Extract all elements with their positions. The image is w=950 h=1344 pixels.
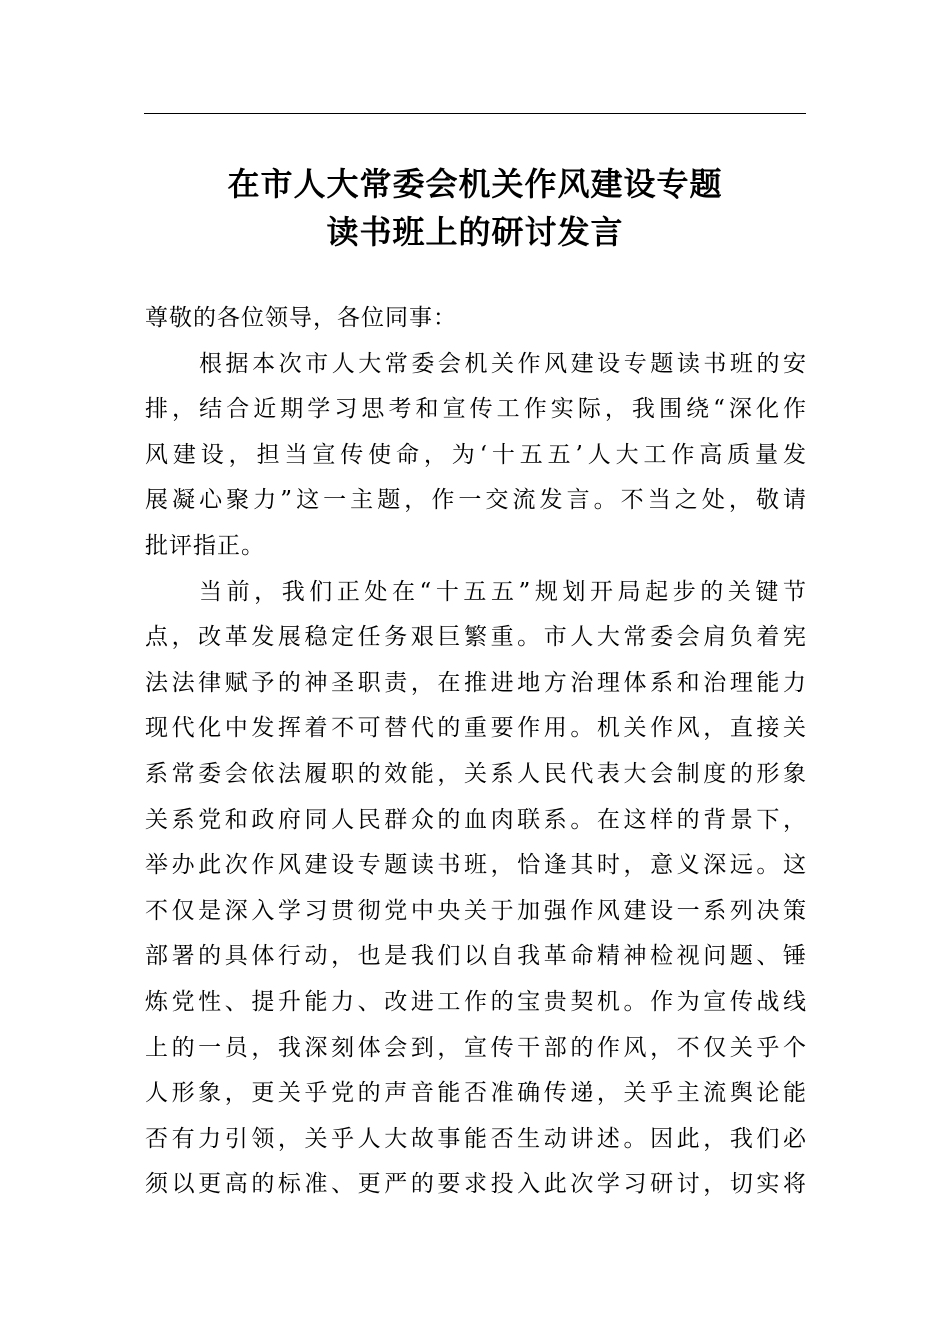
- paragraph-2: [145, 570, 807, 1208]
- paragraph-line: 根据本次市人大常委会机关作风建设专题读书班的安: [199, 350, 807, 377]
- document-title: [144, 160, 806, 256]
- paragraph-line: 法法律赋予的神圣职责，在推进地方治理体系和治理能力: [145, 669, 807, 696]
- paragraph-1: [145, 342, 807, 570]
- title-line-2: 读书班上的研讨发言: [326, 213, 624, 251]
- paragraph-line: 上的一员，我深刻体会到，宣传干部的作风，不仅关乎个: [145, 1034, 807, 1061]
- paragraph-line: 当前，我们正处在“十五五”规划开局起步的关键节: [199, 578, 807, 605]
- paragraph-line: 炼党性、提升能力、改进工作的宝贵契机。作为宣传战线: [145, 988, 807, 1015]
- paragraph-line: 点，改革发展稳定任务艰巨繁重。市人大常委会肩负着宪: [145, 624, 807, 651]
- title-line-1: 在市人大常委会机关作风建设专题: [227, 165, 723, 203]
- header-rule: [144, 113, 806, 114]
- paragraph-line: 不仅是深入学习贯彻党中央关于加强作风建设一系列决策: [145, 897, 807, 924]
- paragraph-line: 举办此次作风建设专题读书班，恰逢其时，意义深远。这: [145, 852, 807, 879]
- paragraph-line: 风建设，担当宣传使命，为‘十五五’人大工作高质量发: [145, 441, 807, 468]
- paragraph-line: 须以更高的标准、更严的要求投入此次学习研讨，切实将: [145, 1171, 807, 1198]
- paragraph-line: 批评指正。: [145, 532, 265, 559]
- paragraph-line: 否有力引领，关乎人大故事能否生动讲述。因此，我们必: [145, 1125, 807, 1152]
- paragraph-line: 系常委会依法履职的效能，关系人民代表大会制度的形象: [145, 760, 807, 787]
- paragraph-line: 排，结合近期学习思考和宣传工作实际，我围绕“深化作: [145, 396, 807, 423]
- paragraph-line: 部署的具体行动，也是我们以自我革命精神检视问题、锤: [145, 943, 807, 970]
- paragraph-line: 关系党和政府同人民群众的血肉联系。在这样的背景下，: [145, 806, 807, 833]
- salutation: 尊敬的各位领导，各位同事：: [145, 305, 457, 331]
- paragraph-line: 人形象，更关乎党的声音能否准确传递，关乎主流舆论能: [145, 1080, 807, 1107]
- paragraph-line: 现代化中发挥着不可替代的重要作用。机关作风，直接关: [145, 715, 807, 742]
- paragraph-line: 展凝心聚力”这一主题，作一交流发言。不当之处，敬请: [145, 487, 807, 514]
- document-body: [145, 296, 807, 1208]
